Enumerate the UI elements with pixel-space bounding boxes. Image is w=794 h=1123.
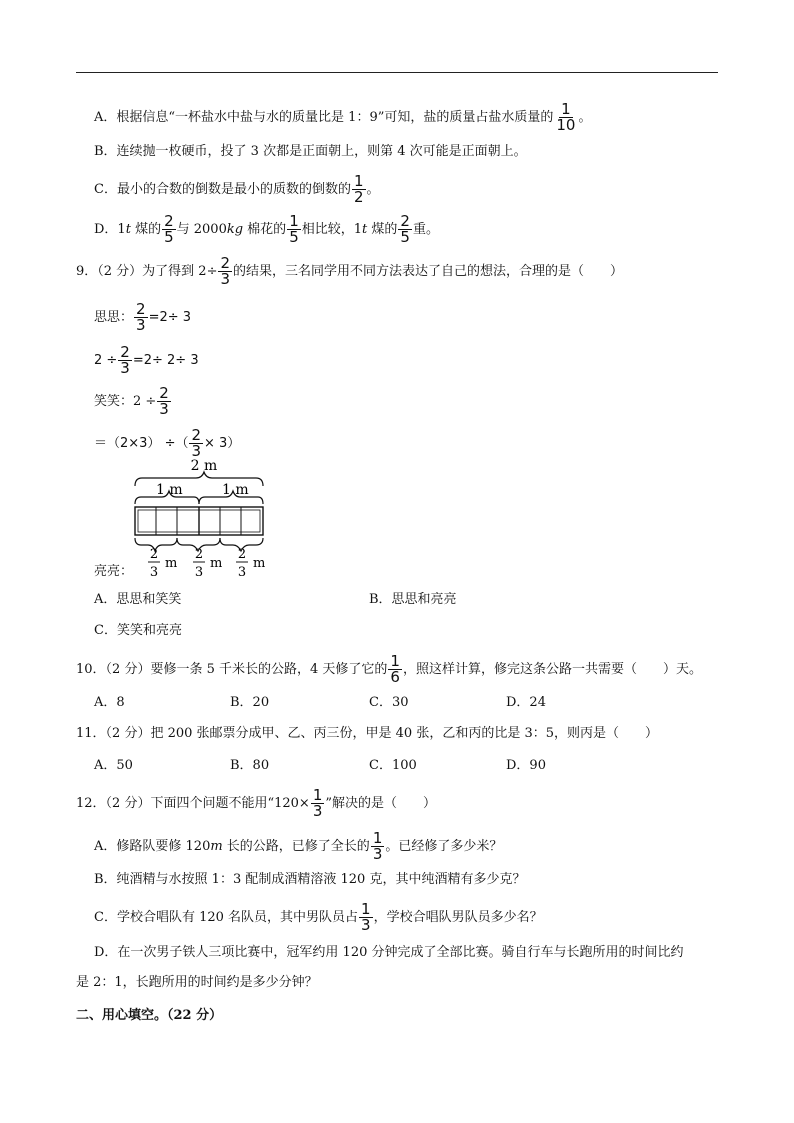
q12-option-d[interactable]: D．在一次男子铁人三项比赛中，冠军约用 120 分钟完成了全部比赛。骑自行车与长跑所用的时间比约 [94,945,684,960]
svg-text:3: 3 [237,565,247,580]
header-rule [76,72,718,73]
svg-text:2: 2 [237,547,247,562]
q11-option-a[interactable]: A．50 [94,758,133,773]
svg-text:3: 3 [194,565,204,580]
diagram-label-1m-left: 1 m [156,482,183,498]
fraction: $\frac{1}{5}$ [289,212,299,246]
piece-label-1 [148,547,177,580]
q8-option-a-text: A．根据信息“一杯盐水中盐与水的质量比是 1：9”可知，盐的质量占盐水质量的 [94,110,554,125]
q9-sisi-step: 2 ÷ $\frac{2}{3}$ =2÷ 2÷ 3 [94,343,199,377]
diagram-label-2m: 2 m [190,458,218,474]
q9-sisi-method: 思思： $\frac{2}{3}$ =2÷ 3 [94,300,192,334]
svg-text:3: 3 [149,565,159,580]
fraction: $\frac{2}{3}$ [159,384,169,418]
fraction: $\frac{2}{5}$ [164,212,174,246]
q8-option-b[interactable]: B．连续抛一枚硬币，投了 3 次都是正面朝上，则第 4 次可能是正面朝上。 [94,144,527,159]
piece-label-3 [236,547,265,580]
q10-option-c[interactable]: C．30 [369,695,409,710]
q11-option-d[interactable]: D．90 [506,758,546,773]
q9-option-a[interactable]: A．思思和笑笑 [94,592,182,607]
q10-option-a[interactable]: A．8 [94,695,125,710]
q8-option-c[interactable]: C．最小的合数的倒数是最小的质数的倒数的 $\frac{1}{2}$ 。 [94,172,380,206]
svg-text:m: m [165,556,178,571]
q9-xiaoxiao-method: 笑笑：2 ÷ $\frac{2}{3}$ [94,384,169,418]
q12-option-a[interactable]: A．修路队要修 120m 长的公路，已修了全长的 $\frac{1}{3}$ 。已经修了多少米？ [94,829,503,863]
fraction: $\frac{2}{3}$ [220,254,231,288]
fraction: $\frac{2}{3}$ [120,343,130,377]
q9-liangliang-label: 亮亮： [94,564,134,579]
svg-text:m: m [253,556,266,571]
fraction: $\frac{1}{3}$ [372,829,383,863]
q12-question: 12．（2 分）下面四个问题不能用“120× $\frac{1}{3}$ ”解决的是（ ） [76,786,437,820]
q10-option-d[interactable]: D．24 [506,695,546,710]
q9-option-b[interactable]: B．思思和亮亮 [369,592,457,607]
svg-text:m: m [210,556,223,571]
section-2-heading: 二、用心填空。（22 分） [76,1008,223,1023]
q11-question: 11．（2 分）把 200 张邮票分成甲、乙、丙三份，甲是 40 张，乙和丙的比是 3：5，则丙是（ ） [76,726,659,741]
q12-option-b[interactable]: B．纯酒精与水按照 1：3 配制成酒精溶液 120 克，其中纯酒精有多少克？ [94,872,526,887]
q11-option-c[interactable]: C．100 [369,758,417,773]
svg-text:2: 2 [149,547,159,562]
q11-option-b[interactable]: B．80 [230,758,270,773]
q10-option-b[interactable]: B．20 [230,695,270,710]
rope-diagram [132,456,282,582]
svg-text:2: 2 [194,547,204,562]
q9-question: 9．（2 分）为了得到 2÷ $\frac{2}{3}$ 的结果，三名同学用不同方法表达了自己的想法，合理的是（ ） [76,254,624,288]
diagram-label-1m-right: 1 m [222,482,249,498]
q8-option-d[interactable]: D．1t 煤的 $\frac{2}{5}$ 与 2000kg 棉花的 $\frac{1}{5}$ 相比较，1t 煤的 $\frac{2}{5}$ 重。 [94,212,439,246]
q12-option-c[interactable]: C．学校合唱队有 120 名队员，其中男队员占 $\frac{1}{3}$ ，学校合唱队男队员多少名？ [94,900,543,934]
fraction: $\frac{2}{5}$ [400,212,410,246]
fraction: $\frac{1}{6}$ [390,652,400,686]
fraction: $\frac{1}{10}$ [556,100,576,134]
fraction: $\frac{2}{3}$ [191,426,202,460]
fraction: $\frac{1}{3}$ [361,900,371,934]
fraction: $\frac{2}{3}$ [136,300,146,334]
q9-xiaoxiao-step: ＝（2×3） ÷（ $\frac{2}{3}$ × 3） [94,426,241,460]
q9-option-c[interactable]: C．笑笑和亮亮 [94,623,182,638]
fraction: $\frac{1}{2}$ [353,172,364,206]
q8-option-a[interactable]: A．根据信息“一杯盐水中盐与水的质量比是 1：9”可知，盐的质量占盐水质量的 $\frac{1}{10}$ 。 [94,100,592,134]
piece-label-2 [193,547,222,580]
q12-option-d-cont[interactable]: 是 2：1，长跑所用的时间约是多少分钟？ [76,975,318,990]
q10-question: 10．（2 分）要修一条 5 千米长的公路，4 天修了它的 $\frac{1}{6}$ ，照这样计算，修完这条公路一共需要（ ）天。 [76,652,702,686]
fraction: $\frac{1}{3}$ [312,786,323,820]
